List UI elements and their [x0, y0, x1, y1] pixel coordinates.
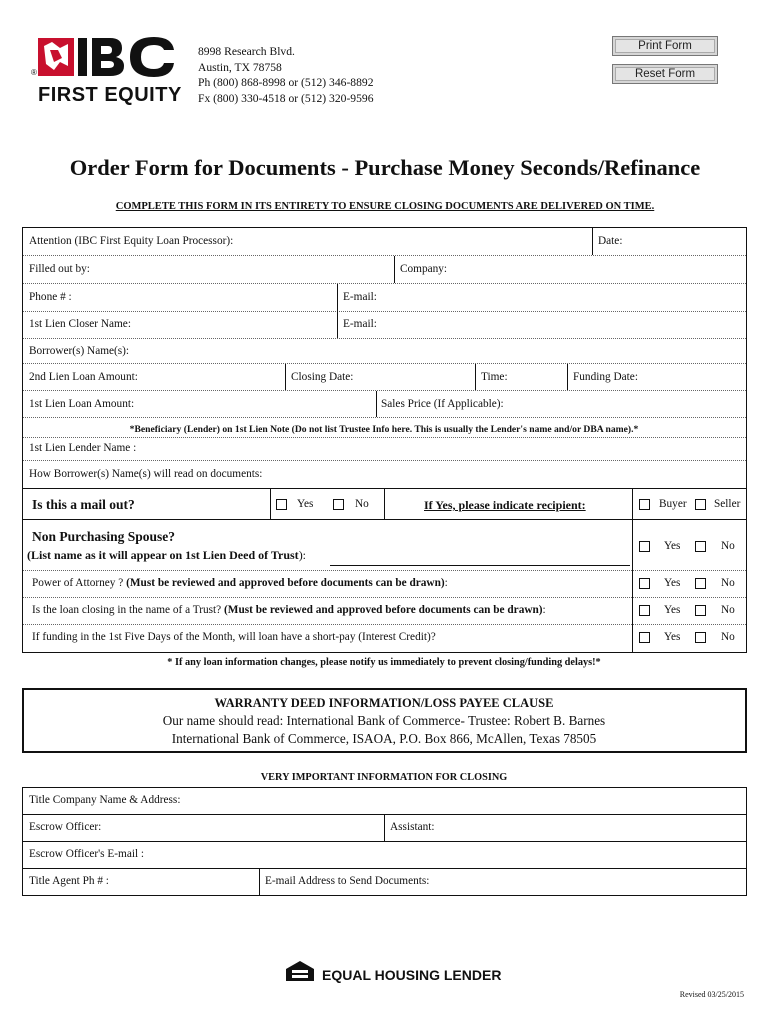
ibc-logo-mark-icon	[38, 36, 178, 82]
reset-form-label: Reset Form	[634, 68, 696, 80]
time-label: Time:	[481, 371, 508, 383]
short-pay-no-checkbox[interactable]	[695, 632, 706, 643]
closing-heading: VERY IMPORTANT INFORMATION FOR CLOSING	[260, 772, 508, 783]
list-name-instruction	[27, 548, 306, 563]
warranty-heading: WARRANTY DEED INFORMATION/LOSS PAYEE CLAUSE	[214, 696, 554, 710]
poa-yes-checkbox[interactable]	[639, 578, 650, 589]
beneficiary-note: *Beneficiary (Lender) on 1st Lien Note (Do not list Trustee Info here. This is usually the Lender's name and/or DBA name).*	[129, 424, 639, 435]
poa-end: :	[444, 577, 448, 589]
buyer-checkbox[interactable]	[639, 499, 650, 510]
poa-no-checkbox[interactable]	[695, 578, 706, 589]
mail-out-yes-label: Yes	[297, 498, 314, 510]
title-company-label: Title Company Name & Address:	[29, 794, 181, 806]
borrowers-label: Borrower(s) Name(s):	[29, 345, 130, 357]
phone-numbers: Ph (800) 868-8998 or (512) 346-8892	[198, 76, 374, 89]
escrow-email-label: Escrow Officer's E-mail :	[29, 848, 145, 860]
assistant-label: Assistant:	[390, 821, 435, 833]
short-pay-question: If funding in the 1st Five Days of the Month, will loan have a short-pay (Interest Credit)?	[32, 631, 436, 643]
short-pay-yes-label: Yes	[664, 631, 681, 643]
trust-no-checkbox[interactable]	[695, 605, 706, 616]
trust-question	[32, 604, 546, 616]
title-agent-phone-label: Title Agent Ph # :	[29, 875, 109, 887]
list-name-bold: (List name as it will appear on 1st Lien Deed of Trust	[27, 548, 299, 562]
company-label: Company:	[400, 263, 448, 275]
spouse-no-label: No	[721, 540, 735, 552]
warranty-line1: Our name should read: International Bank of Commerce- Trustee: Robert B. Barnes	[162, 713, 606, 728]
loan-info-form	[22, 227, 747, 653]
spouse-name-line[interactable]	[330, 565, 630, 566]
equal-housing-icon	[284, 959, 316, 983]
fax-numbers: Fx (800) 330-4518 or (512) 320-9596	[198, 91, 374, 105]
list-name-end: ):	[298, 548, 307, 562]
trust-yes-label: Yes	[664, 604, 681, 616]
print-form-label: Print Form	[638, 40, 692, 52]
seller-label: Seller	[714, 498, 741, 510]
short-pay-yes-checkbox[interactable]	[639, 632, 650, 643]
seller-checkbox[interactable]	[695, 499, 706, 510]
poa-bold: (Must be reviewed and approved before documents can be drawn)	[126, 577, 445, 589]
first-lien-closer-label: 1st Lien Closer Name:	[29, 318, 131, 330]
email-label: E-mail:	[343, 291, 377, 303]
trust-end: :	[542, 604, 546, 616]
buyer-label: Buyer	[659, 498, 687, 510]
date-label: Date:	[598, 235, 623, 247]
mail-out-no-label: No	[355, 498, 369, 510]
mail-out-no-checkbox[interactable]	[333, 499, 344, 510]
second-lien-amount-label: 2nd Lien Loan Amount:	[29, 371, 138, 383]
poa-yes-label: Yes	[664, 577, 681, 589]
closer-email-label: E-mail:	[343, 318, 377, 330]
form-title: Order Form for Documents - Purchase Money Seconds/Refinance	[69, 155, 701, 180]
attention-label: Attention (IBC First Equity Loan Processor):	[29, 235, 234, 247]
trust-no-label: No	[721, 604, 735, 616]
mail-out-yes-checkbox[interactable]	[276, 499, 287, 510]
trust-bold: (Must be reviewed and approved before documents can be drawn)	[224, 604, 543, 616]
revised-date: Revised 03/25/2015	[679, 990, 744, 999]
phone-label: Phone # :	[29, 291, 72, 303]
reset-form-button[interactable]	[612, 64, 718, 84]
funding-date-label: Funding Date:	[573, 371, 638, 383]
loan-change-note: * If any loan information changes, please notify us immediately to prevent closing/funding delays!*	[167, 657, 601, 668]
first-lien-amount-label: 1st Lien Loan Amount:	[29, 398, 135, 410]
address-city: Austin, TX 78758	[198, 60, 282, 74]
escrow-officer-label: Escrow Officer:	[29, 821, 102, 833]
equal-housing-lender: EQUAL HOUSING LENDER	[322, 967, 502, 983]
closing-date-label: Closing Date:	[291, 371, 354, 383]
print-form-button[interactable]	[612, 36, 718, 56]
poa-text: Power of Attorney ?	[32, 577, 127, 589]
spouse-no-checkbox[interactable]	[695, 541, 706, 552]
filled-out-by-label: Filled out by:	[29, 263, 90, 275]
sales-price-label: Sales Price (If Applicable):	[381, 398, 504, 410]
borrower-names-docs-label: How Borrower(s) Name(s) will read on documents:	[29, 468, 263, 480]
logo-subtext: FIRST EQUITY	[38, 84, 182, 106]
email-docs-label: E-mail Address to Send Documents:	[265, 875, 430, 887]
ibc-logo	[38, 36, 178, 82]
poa-question	[32, 577, 448, 589]
spouse-yes-label: Yes	[664, 540, 681, 552]
spouse-yes-checkbox[interactable]	[639, 541, 650, 552]
address-street: 8998 Research Blvd.	[198, 45, 295, 58]
company-address	[198, 44, 374, 106]
form-subtitle: COMPLETE THIS FORM IN ITS ENTIRETY TO ENSURE CLOSING DOCUMENTS ARE DELIVERED ON TIME.	[115, 201, 655, 212]
trust-yes-checkbox[interactable]	[639, 605, 650, 616]
trust-text: Is the loan closing in the name of a Trust?	[32, 604, 225, 616]
registered-mark: ®	[31, 68, 37, 77]
if-yes-recipient-label: If Yes, please indicate recipient:	[424, 498, 586, 512]
first-lien-lender-label: 1st Lien Lender Name :	[29, 442, 137, 454]
mail-out-question: Is this a mail out?	[32, 497, 135, 512]
short-pay-no-label: No	[721, 631, 735, 643]
warranty-line2: International Bank of Commerce, ISAOA, P.O. Box 866, McAllen, Texas 78505	[171, 731, 597, 746]
non-purchasing-spouse-question: Non Purchasing Spouse?	[32, 529, 176, 544]
poa-no-label: No	[721, 577, 735, 589]
